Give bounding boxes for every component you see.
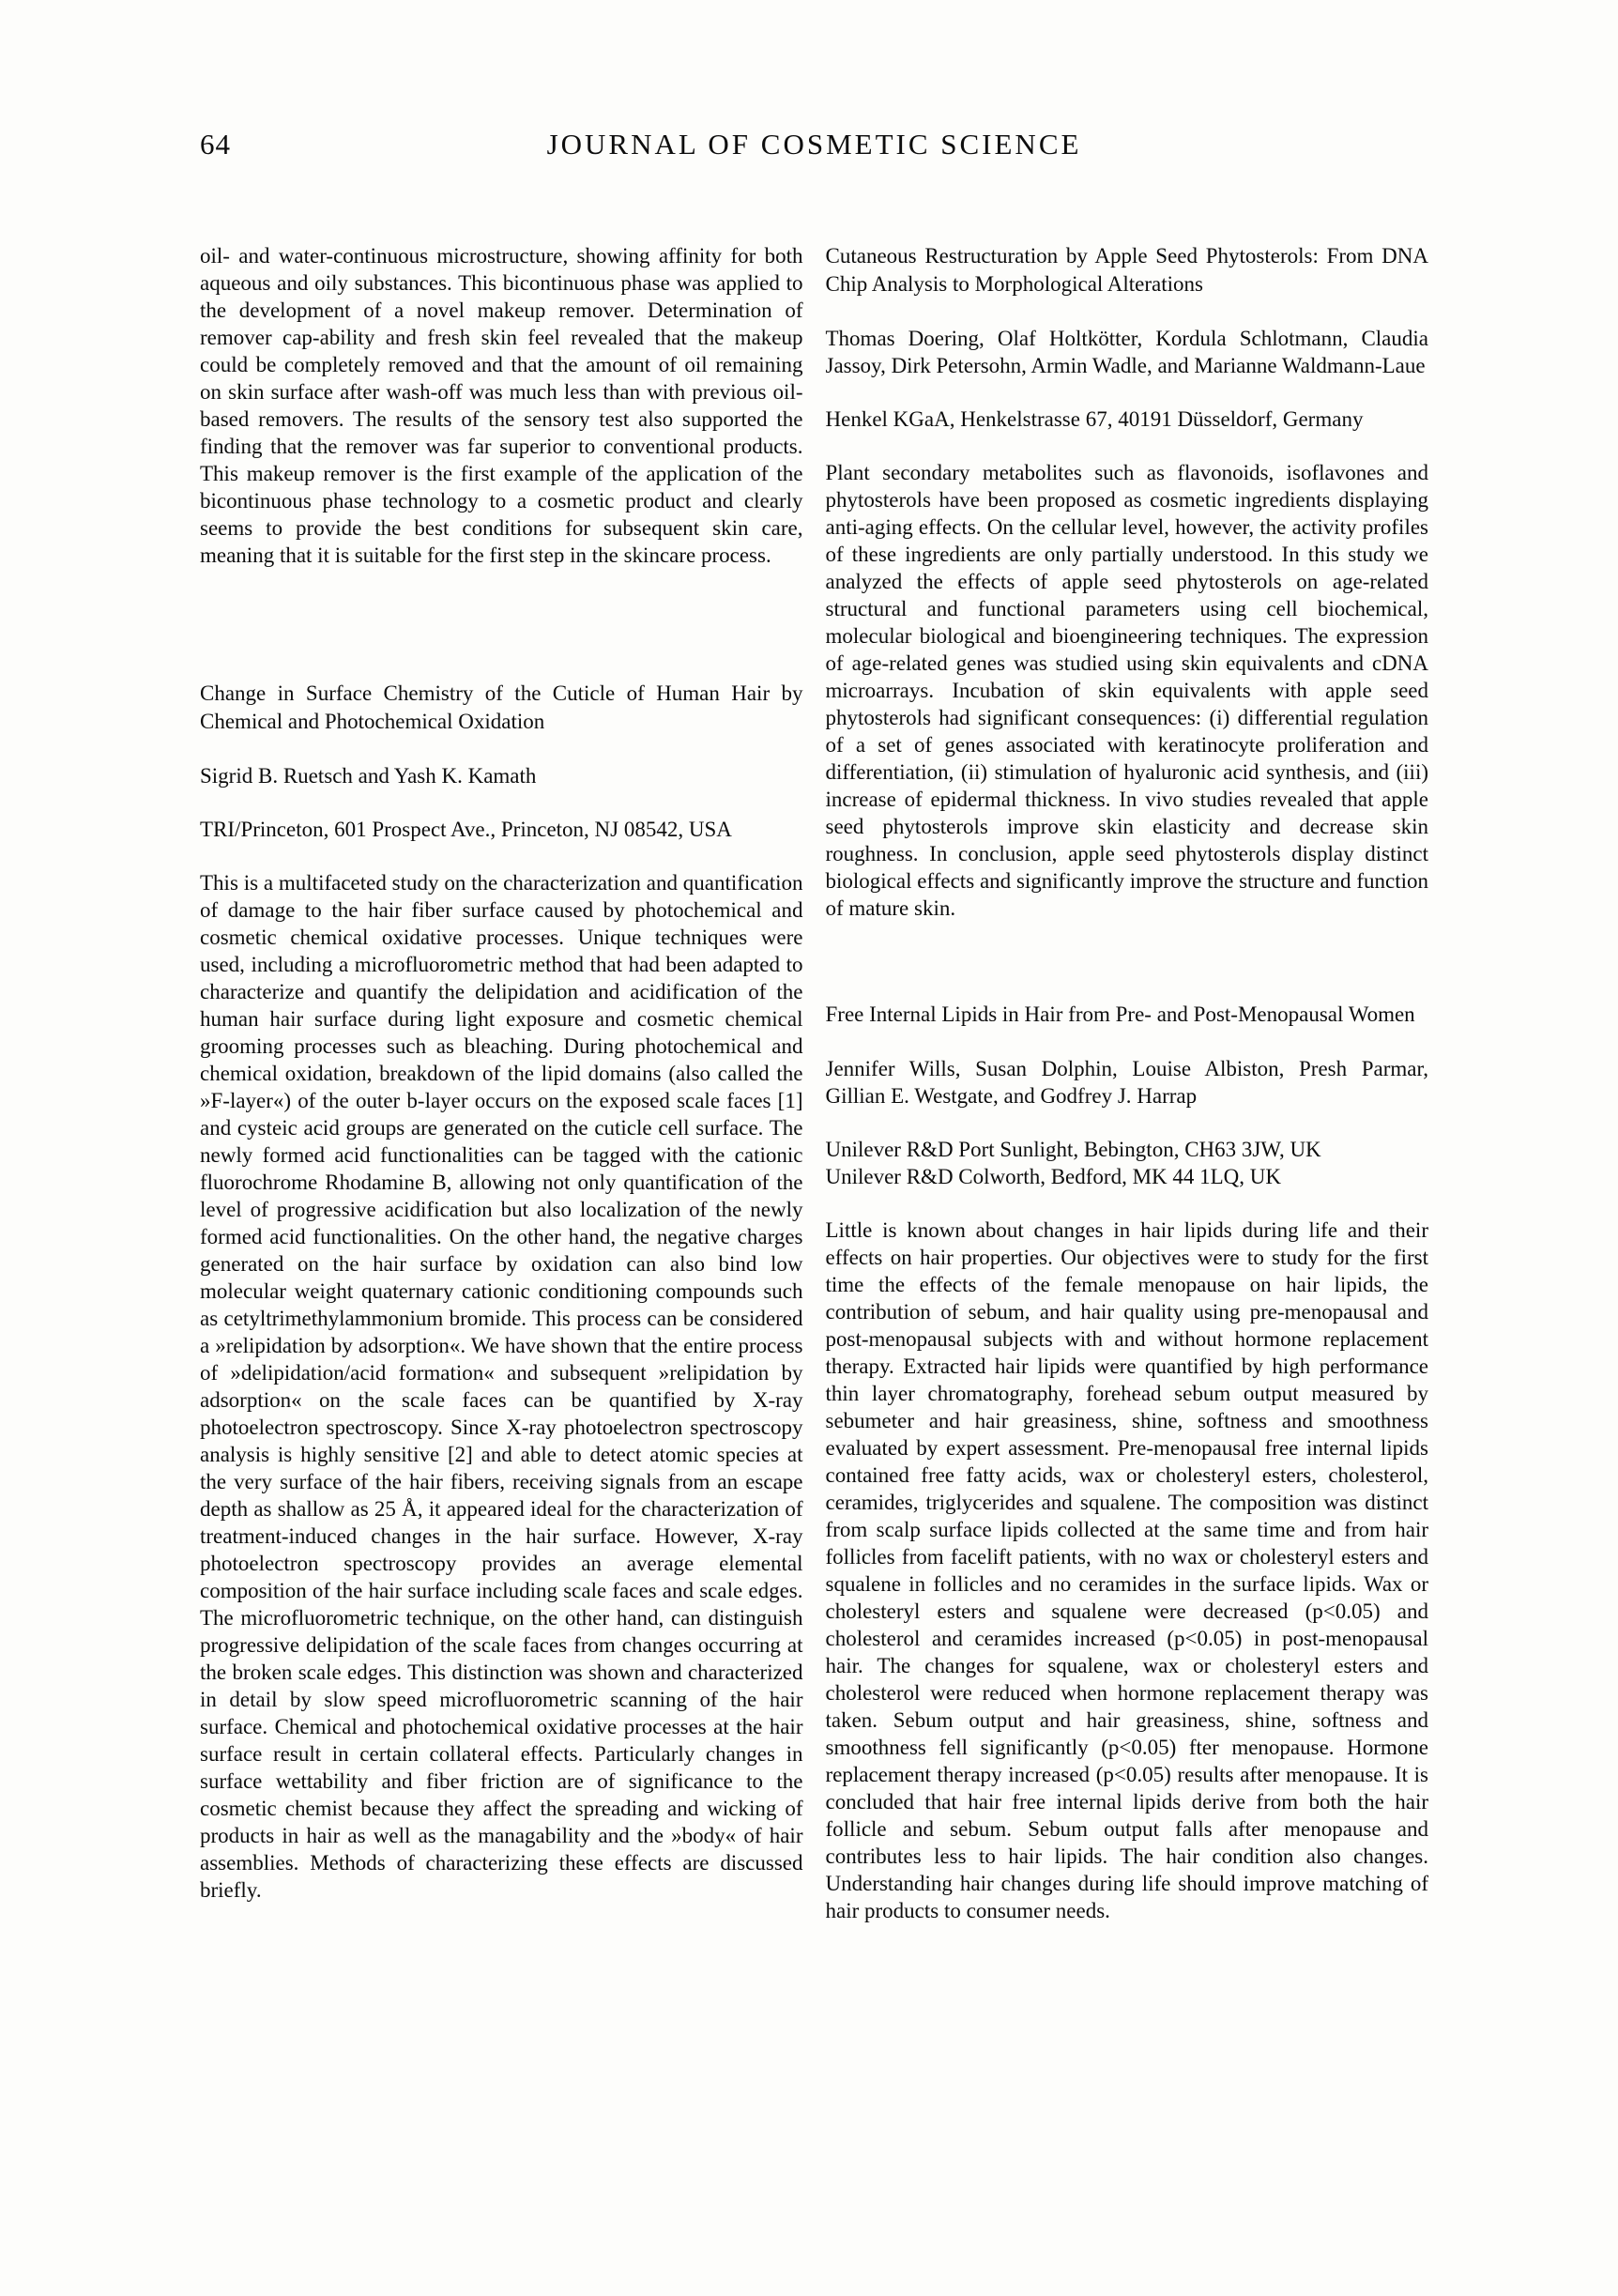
- article-abstract: Plant secondary metabolites such as flavonoids, isoflavones and phytosterols have been proposed as cosmetic ingredients displaying anti-aging effects. On the cellular level, however, the activity profiles of these ingredients are only partially understood. In this study we analyzed the effects of apple seed phytosterols on age-related structural and functional parameters using cell biochemical, molecular biological and bioengineering techniques. The expression of age-related genes was studied using skin equivalents and cDNA microarrays. Incubation of skin equivalents with apple seed phytosterols had significant consequences: (i) differential regulation of a set of genes associated with keratinocyte proliferation and differentiation, (ii) stimulation of hyaluronic acid synthesis, and (iii) increase of epidermal thickness. In vivo studies revealed that apple seed phytosterols improve skin elasticity and decrease skin roughness. In conclusion, apple seed phytosterols display distinct biological effects and significantly improve the structure and function of mature skin.: [825, 461, 1428, 920]
- article-hair-oxidation: [200, 680, 803, 1904]
- two-column-layout: [200, 242, 1428, 1924]
- article-free-internal-lipids: [826, 1001, 1429, 1924]
- article-affiliation: TRI/Princeton, 601 Prospect Ave., Princeton, NJ 08542, USA: [200, 818, 732, 841]
- article-authors: Sigrid B. Ruetsch and Yash K. Kamath: [200, 764, 537, 788]
- article-abstract: This is a multifaceted study on the characterization and quantification of damage to the hair fiber surface caused by photochemical and cosmetic chemical oxidative processes. Unique techniques were used, including a microfluorometric method that had been adapted to characterize and quantify the delipidation and acidification of the human hair surface during light exposure and cosmetic chemical grooming processes such as bleaching. During photochemical and chemical oxidation, breakdown of the lipid domains (also called the »F-layer«) of the outer b-layer occurs on the exposed scale faces [1] and cysteic acid groups are generated on the cuticle cell surface. The newly formed acid functionalities can be tagged with the cationic fluorochrome Rhodamine B, allowing not only quantification of the level of progressive acidification but also localization of the newly formed acid functionalities. On the other hand, the negative charges generated on the hair surface by oxidation can also bind low molecular weight quaternary cationic conditioning compounds such as cetyltrimethylammonium bromide. This process can be considered a »relipidation by adsorption«. We have shown that the entire process of »delipidation/acid formation« and subsequent »relipidation by adsorption« on the scale faces can be quantified by X-ray photoelectron spectroscopy. Since X-ray photoelectron spectroscopy analysis is highly sensitive [2] and able to detect atomic species at the very surface of the hair fibers, receiving signals from an escape depth as shallow as 25 Å, it appeared ideal for the characterization of treatment-induced changes in the hair surface. However, X-ray photoelectron spectroscopy provides an average elemental composition of the hair surface including scale faces and scale edges. The microfluorometric technique, on the other hand, can distinguish progressive delipidation of the scale faces from changes occurring at the broken scale edges. This distinction was shown and characterized in detail by slow speed microfluorometric scanning of the hair surface. Chemical and photochemical oxidative processes at the hair surface result in certain collateral effects. Particularly changes in surface wettability and fiber friction are of significance to the cosmetic chemist because they affect the spreading and wicking of products in hair as well as the managability and the »body« of hair assemblies. Methods of characterizing these effects are discussed briefly.: [200, 871, 803, 1902]
- continuation-paragraph: oil- and water-continuous microstructure, showing affinity for both aqueous and oily substances. This bicontinuous phase was applied to the development of a novel makeup remover. Determination of remover cap-ability and fresh skin feel revealed that the makeup could be completely removed and that the amount of oil remaining on skin surface after wash-off was much less than with previous oil-based removers. The results of the sensory test also supported the finding that the remover was far superior to conventional products. This makeup remover is the first example of the application of the bicontinuous phase technology to a cosmetic product and clearly seems to provide the best conditions for subsequent skin care, meaning that it is suitable for the first step in the skincare process.: [200, 244, 803, 567]
- affiliation-line: Unilever R&D Colworth, Bedford, MK 44 1LQ, UK: [825, 1165, 1282, 1188]
- page-header: [200, 128, 1428, 165]
- article-title: Cutaneous Restructuration by Apple Seed Phytosterols: From DNA Chip Analysis to Morphological Alterations: [825, 244, 1428, 296]
- article-authors: Thomas Doering, Olaf Holtkötter, Kordula Schlotmann, Claudia Jassoy, Dirk Petersohn, Armin Wadle, and Marianne Waldmann-Laue: [825, 327, 1428, 377]
- article-title: Free Internal Lipids in Hair from Pre- and Post-Menopausal Women: [825, 1003, 1415, 1026]
- article-affiliation: [826, 1136, 1429, 1190]
- article-authors: Jennifer Wills, Susan Dolphin, Louise Albiston, Presh Parmar, Gillian E. Westgate, and Godfrey J. Harrap: [825, 1057, 1428, 1108]
- article-affiliation: Henkel KGaA, Henkelstrasse 67, 40191 Düsseldorf, Germany: [825, 407, 1364, 431]
- left-column: [200, 242, 803, 1924]
- article-title: Change in Surface Chemistry of the Cuticle of Human Hair by Chemical and Photochemical Oxidation: [200, 681, 803, 733]
- article-apple-seed-phytosterols: [826, 242, 1429, 922]
- affiliation-line: Unilever R&D Port Sunlight, Bebington, CH63 3JW, UK: [825, 1138, 1321, 1161]
- article-abstract: Little is known about changes in hair lipids during life and their effects on hair properties. Our objectives were to study for the first time the effects of the female menopause on hair lipids, the contribution of sebum, and hair quality using pre-menopausal and post-menopausal subjects with and without hormone replacement therapy. Extracted hair lipids were quantified by high performance thin layer chromatography, forehead sebum output measured by sebumeter and hair greasiness, shine, softness and smoothness evaluated by expert assessment. Pre-menopausal free internal lipids contained free fatty acids, wax or cholesteryl esters, cholesterol, ceramides, triglycerides and squalene. The composition was distinct from scalp surface lipids collected at the same time and from hair follicles from facelift patients, with no wax or cholesteryl esters and squalene in follicles and no ceramides in the surface lipids. Wax or cholesteryl esters and squalene were decreased (p<0.05) and cholesterol and ceramides increased (p<0.05) in post-menopausal hair. The changes for squalene, wax or cholesteryl esters and cholesterol were reduced when hormone replacement therapy was taken. Sebum output and hair greasiness, shine, softness and smoothness fell significantly (p<0.05) fter menopause. Hormone replacement therapy increased (p<0.05) results after menopause. It is concluded that hair free internal lipids derive from both the hair follicle and sebum. Sebum output falls after menopause and contributes less to hair lipids. The hair condition also changes. Understanding hair changes during life should improve matching of hair products to consumer needs.: [825, 1218, 1428, 1922]
- right-column: [826, 242, 1429, 1924]
- page-number: 64: [200, 128, 231, 161]
- journal-title: JOURNAL OF COSMETIC SCIENCE: [546, 128, 1082, 161]
